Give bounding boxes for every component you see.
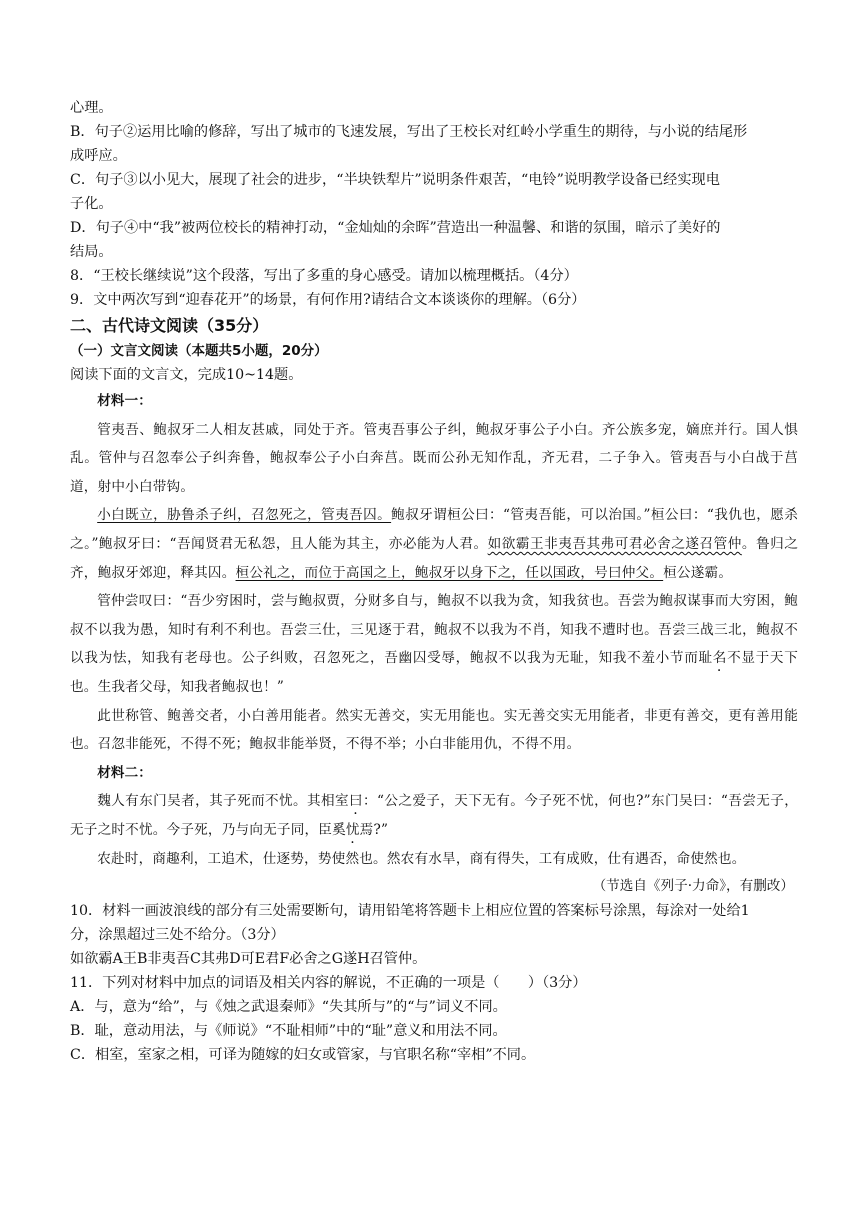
paragraph-text: 管仲尝叹曰：“吾少穷困时，尝与鲍叔贾，分财多自与，鲍叔不以我为贪，知我贫也。吾尝为鲍叔谋事而大穷困，鲍叔不以我为愚，知时有利不利也。吾尝三仕，三见逐于君，鲍叔不以我为不肖，知我不遭时也。吾尝三战三北，鲍叔不以我为怯，知我有老母也。公子纠败，召忽死之，吾幽囚受辱，鲍叔不以我为无耻，知我不羞小节而 — [70, 593, 798, 667]
question-11: 11．下列对材料中加点的词语及相关内容的解说，不正确的一项是（ ）（3分） — [70, 975, 587, 992]
paragraph-text: 忧焉?” — [345, 821, 389, 838]
option-b: B．句子②运用比喻的修辞，写出了城市的飞速发展，写出了王校长对红岭小学重生的期待，与小说的结尾形 — [70, 124, 748, 140]
question-11-option-b: B．耻，意动用法，与《师说》“不耻相师”中的“耻”意义和用法不同。 — [70, 1023, 507, 1040]
material-2-label: 材料二： — [97, 764, 152, 781]
option-d: D．句子④中“我”被两位校长的精神打动，“金灿灿的余晖”营造出一种温馨、和谐的氛围，暗示了美好的 — [70, 220, 721, 236]
material-label — [70, 759, 798, 788]
text-line: 结局。 — [70, 244, 113, 260]
option-c: C．句子③以小见大，展现了社会的进步，“半块铁犁片”说明条件艰苦，“电铃”说明教学设备已经实现电 — [70, 172, 720, 188]
dotted-word: 奚 — [332, 821, 346, 838]
material-label — [70, 387, 798, 416]
paragraph-text: 鲍叔牙谓桓公曰：“管夷吾能，可以治国。”桓公曰：“我仇也，愿杀之。”鲍叔牙曰：“吾闻贤君无私怨，且人能为其主，亦必能为人君。 — [70, 507, 799, 552]
dotted-word: 室 — [335, 793, 350, 810]
source-citation: （节选自《列子·力命》，有删改） — [592, 878, 794, 895]
material-2-paragraph-1 — [70, 787, 798, 844]
subsection-heading: （一）文言文阅读（本题共5小题，20分） — [70, 343, 328, 359]
wavy-underlined-passage: 如欲霸王非夷吾其弗可君必舍之遂召管仲 — [487, 535, 742, 552]
document-page — [70, 96, 798, 1067]
question-9: 9．文中两次写到“迎春花开”的场景，有何作用?请结合文本谈谈你的理解。（6分） — [70, 292, 586, 308]
instruction: 阅读下面的文言文，完成10~14题。 — [70, 367, 303, 383]
paragraph-text: 曰：“公之爱子，天下无有。今子死不忧，何也?”东门吴曰：“吾尝无子，无子之时不忧。今子死，乃与向无子同，臣 — [70, 793, 799, 838]
material-1-paragraph-3 — [70, 587, 798, 701]
section-heading: 二、古代诗文阅读（35分） — [70, 316, 269, 335]
question-10-continued: 分，涂黑超过三处不给分。（3分） — [70, 927, 285, 944]
underlined-sentence-2: 桓公礼之，而位于高国之上，鲍叔牙以身下之，任以国政，号曰仲父。 — [235, 564, 664, 581]
question-8: 8．“王校长继续说”这个段落，写出了多重的身心感受。请加以梳理概括。（4分） — [70, 268, 578, 284]
material-2-paragraph-2: 农赴时，商趣利，工追术，仕逐势，势使然也。然农有水旱，商有得失，工有成败，仕有遇否，命使然也。 — [97, 850, 746, 867]
underlined-sentence-1: 小白既立，胁鲁杀子纠，召忽死之，管夷吾囚。 — [97, 507, 392, 524]
material-1-paragraph-1: 管夷吾、鲍叔牙二人相友甚戚，同处于齐。管夷吾事公子纠，鲍叔牙事公子小白。齐公族多宠，嫡庶并行。国人惧乱。管仲与召忽奉公子纠奔鲁，鲍叔奉公子小白奔莒。既而公孙无知作乱，齐无君，二子争入。管夷吾与小白战于莒道，射中小白带钩。 — [70, 421, 798, 495]
text-line: 子化。 — [70, 196, 113, 212]
material-1-label: 材料一： — [97, 393, 152, 409]
paragraph-text: 。鲁归之齐，鲍叔牙郊迎，释其囚。 — [70, 535, 798, 581]
paragraph-text: 桓公遂霸。 — [663, 564, 733, 581]
question-10: 10．材料一画波浪线的部分有三处需要断句，请用铅笔将答题卡上相应位置的答案标号涂黑，每涂对一处给1 — [70, 903, 750, 920]
dotted-word: 耻 — [698, 650, 713, 667]
material-1-paragraph-4: 此世称管、鲍善交者，小白善用能者。然实无善交，实无用能也。实无善交实无用能者，非更有善交，更有善用能也。召忽非能死，不得不死；鲍叔非能举贤，不得不举；小白非能用仇，不得不用。 — [70, 707, 798, 753]
text-line: 成呼应。 — [70, 148, 127, 164]
text-line: 心理。 — [70, 100, 113, 116]
paragraph-text: 名不显于天下也。生我者父母，知我者鲍叔也！” — [70, 650, 799, 695]
question-10-passage: 如欲霸A王B非夷吾C其弗D可E君F必舍之G遂H召管仲。 — [70, 951, 427, 968]
paragraph-text: 魏人有东门吴者，其子死而不忧。其相 — [97, 793, 336, 810]
question-11-option-c: C．相室，室家之相，可译为随嫁的妇女或管家，与官职名称“宰相”不同。 — [70, 1047, 536, 1064]
material-1-paragraph-2 — [70, 501, 798, 587]
question-11-option-a: A．与，意为“给”，与《烛之武退秦师》“失其所与”的“与”词义不同。 — [70, 999, 507, 1016]
